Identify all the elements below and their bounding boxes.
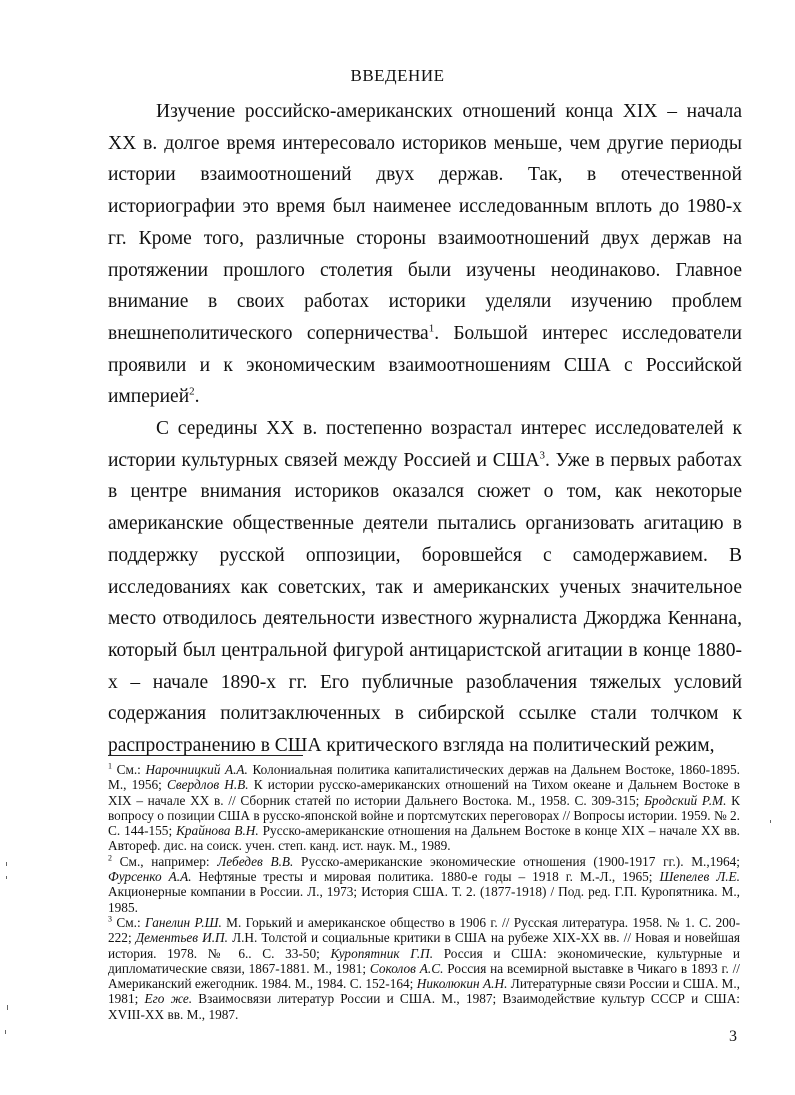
footnote-ref-3: 3 <box>539 449 545 462</box>
footnote-text: К вопросу о позиции США в русско-японской войне и портсмутских переговорах // Вопросы истории. 1959. № 2. С. 144-155; <box>108 792 740 839</box>
footnote-marker: 1 <box>108 761 112 771</box>
footnote-3 <box>108 915 740 1022</box>
footnote-author: Куропятник Г.П. <box>330 945 434 961</box>
footnote-text: См.: <box>112 762 146 777</box>
paragraph-2 <box>108 413 742 762</box>
footnote-1 <box>108 762 740 854</box>
footnote-text: Россия на всемирной выставке в Чикаго в 1893 г. // Американский ежегодник. 1984. М., 1984. С. 152-164; <box>108 960 740 992</box>
footnote-text: Русско-американские экономические отношения (1900-1917 гг.). М.,1964; <box>293 853 740 869</box>
page-title: ВВЕДЕНИЕ <box>350 66 445 85</box>
footnote-text: Русско-американские отношения на Дальнем Востоке в конце XIX – начале XX вв. Автореф. дис. на соиск. учен. степ. канд. ист. наук. М., 1989. <box>108 823 740 854</box>
footnote-author: Соколов А.С. <box>369 960 444 976</box>
scan-speck <box>6 876 7 879</box>
footnote-author: Шепелев Л.Е. <box>659 869 740 885</box>
footnote-text: Литературные связи России и США. М., 1981; <box>108 976 741 1007</box>
footnote-text: М. Горький и американское общество в 1906 г. // Русская литература. 1958. № 1. С. 200-222; <box>108 914 741 946</box>
footnote-2 <box>108 854 740 915</box>
footnote-author: Бродский Р.М. <box>644 792 727 808</box>
paragraph-1 <box>108 96 742 413</box>
scan-speck <box>5 1030 6 1034</box>
footnote-author: Нарочницкий А.А. <box>145 762 248 777</box>
footnote-marker: 2 <box>108 853 112 863</box>
scan-speck <box>7 1005 8 1010</box>
footnote-author: Фурсенко А.А. <box>108 869 192 885</box>
footnote-author: Свердлов Н.В. <box>167 777 249 793</box>
footnote-author: Крайнова В.Н. <box>176 823 259 839</box>
paragraph-2-text-continued: . Уже в первых работах в центре внимания историков оказался сюжет о том, как некоторые американские общественные деятели пытались организовать агитацию в поддержку русской оппозиции, боровшейся с самодержавием. В исследованиях как советских, так и американских ученых значительное место отводилось деятельности известного журналиста Джорджа Кеннана, который был центральной фигурой антицаристской агитации в конце 1880-х – начале 1890-х гг. Его публичные разоблачения тяжелых условий содержания политзаключенных в сибирской ссылке стали толчком к распространению в США критического взгляда на политический режим, <box>108 449 742 757</box>
paragraph-1-end: . <box>194 386 200 408</box>
footnote-text: К истории русско-американских отношений на Тихом океане и Дальнем Востоке в XIX – начале XX в. // Сборник статей по истории Дальнего Востока. М., 1958. С. 309-315; <box>108 777 740 808</box>
paragraph-1-text-continued: . Большой интерес исследователи проявили и к экономическим взаимоотношениям США с Российской империей <box>108 322 742 408</box>
paragraph-1-text: Изучение российско-американских отношений конца XIX – начала XX в. долгое время интересовало историков меньше, чем другие периоды истории взаимоотношений двух держав. Так, в отечественной историографии это время был наименее исследованным вплоть до 1980-х гг. Кроме того, различные стороны взаимоотношений двух держав на протяжении прошлого столетия были изучены неодинаково. Главное внимание в своих работах историки уделяли изучению проблем внешнеполитического соперничества <box>108 101 742 344</box>
scan-speck <box>770 820 771 823</box>
footnote-text: Колониальная политика капиталистических держав на Дальнем Востоке, 1860-1895. М., 1956; <box>108 762 740 793</box>
paragraph-2-text: С середины XX в. постепенно возрастал интерес исследователей к истории культурных связей между Россией и США <box>108 418 742 471</box>
footnote-author: Его же. <box>144 991 193 1007</box>
footnote-text: Взаимосвязи литератур России и США. М., 1987; Взаимодействие культур СССР и США: XVIII-XX вв. М., 1987. <box>108 991 740 1022</box>
footnote-text: См., например: <box>112 853 218 869</box>
footnote-text: Л.Н. Толстой и социальные критики в США на рубеже XIX-XX вв. // Новая и новейшая история. 1978. № 6.. С. 33-50; <box>108 930 740 961</box>
footnote-author: Лебедев В.В. <box>217 853 294 869</box>
footnote-text: Нефтяные тресты и мировая политика. 1880-е годы – 1918 г. М.-Л., 1965; <box>191 869 660 885</box>
footnotes <box>108 762 740 1022</box>
footnote-text: См.: <box>112 914 146 930</box>
footnote-text: Акционерные компании в России. Л., 1973; История США. Т. 2. (1877-1918) / Под. ред. Г.П. Куропятника. М., 1985. <box>108 884 740 915</box>
footnote-ref-1: 1 <box>428 322 435 335</box>
main-text <box>108 96 742 762</box>
footnote-ref-2: 2 <box>189 385 195 398</box>
footnote-author: Николюкин А.Н. <box>416 976 508 992</box>
footnote-author: Дементьев И.П. <box>135 930 228 946</box>
scan-speck <box>6 862 7 866</box>
footnote-text: Россия и США: экономические, культурные и дипломатические связи, 1867-1881. М., 1981; <box>108 945 740 976</box>
footnote-separator <box>108 755 303 756</box>
page-number: 3 <box>729 1028 737 1045</box>
footnote-author: Ганелин Р.Ш. <box>145 914 222 930</box>
footnote-marker: 3 <box>108 914 112 924</box>
